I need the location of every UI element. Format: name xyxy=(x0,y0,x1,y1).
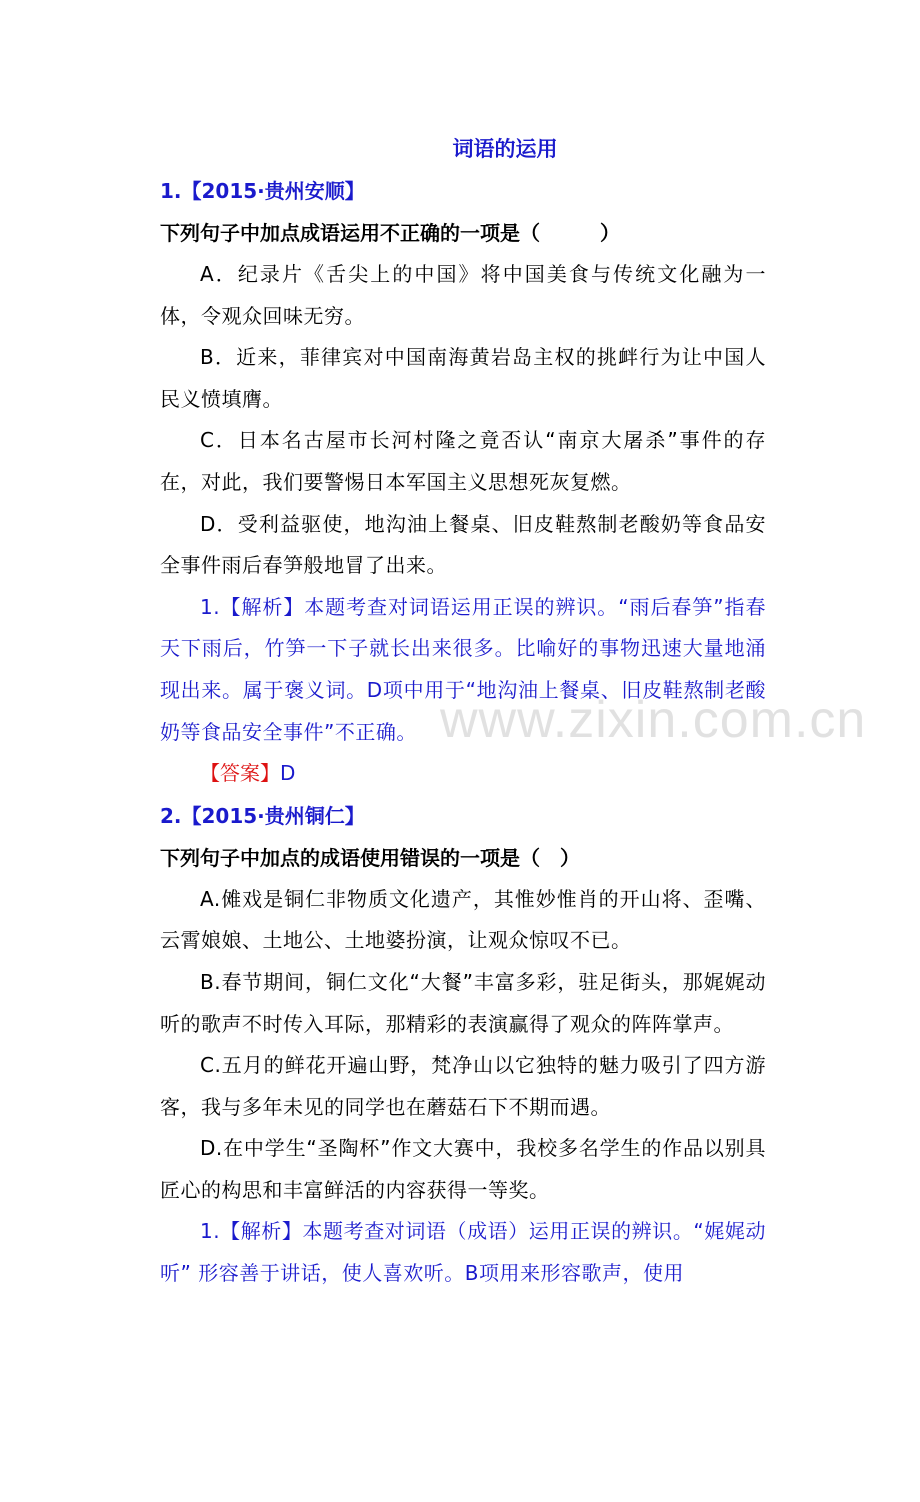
document-body xyxy=(160,128,766,1295)
watermark: www.zixin.com.cn xyxy=(440,691,867,749)
option-c: C．日本名古屋市长河村隆之竟否认“南京大屠杀”事件的存在，对此，我们要警惕日本军国主义思想死灰复燃。 xyxy=(160,428,766,494)
analysis: 1.【解析】本题考查对词语（成语）运用正误的辨识。“娓娓动听” 形容善于讲话，使人喜欢听。B项用来形容歌声，使用 xyxy=(160,1219,766,1286)
answer xyxy=(160,753,766,795)
answer-value: D xyxy=(280,761,296,786)
option-d: D．受利益驱使，地沟油上餐桌、旧皮鞋熬制老酸奶等食品安全事件雨后春笋般地冒了出来。 xyxy=(160,511,766,578)
option-d: D.在中学生“圣陶杯”作文大赛中，我校多名学生的作品以别具匠心的构思和丰富鲜活的内容获得一等奖。 xyxy=(160,1136,766,1202)
analysis: 1.【解析】本题考查对词语运用正误的辨识。“雨后春笋”指春天下雨后，竹笋一下子就长出来很多。比喻好的事物迅速大量地涌现出来。属于褒义词。D项中用于“地沟油上餐桌、旧皮鞋熬制老酸奶等食品安全事件”不正确。 xyxy=(160,594,766,744)
option-a: A．纪录片《舌尖上的中国》将中国美食与传统文化融为一体，令观众回味无穷。 xyxy=(160,262,766,328)
question-source: 2.【2015·贵州铜仁】 xyxy=(160,803,365,828)
page-title: 词语的运用 xyxy=(452,137,558,161)
option-c: C.五月的鲜花开遍山野，梵净山以它独特的魅力吸引了四方游客，我与多年未见的同学也在蘑菇石下不期而遇。 xyxy=(160,1053,766,1119)
question-stem: 下列句子中加点的成语使用错误的一项是（ ） xyxy=(160,845,580,870)
question-2 xyxy=(160,795,766,1295)
option-b: B．近来，菲律宾对中国南海黄岩岛主权的挑衅行为让中国人民义愤填膺。 xyxy=(160,345,766,411)
answer-tag: 【答案】 xyxy=(200,761,280,786)
option-a: A.傩戏是铜仁非物质文化遗产，其惟妙惟肖的开山将、歪嘴、云霄娘娘、土地公、土地婆扮演，让观众惊叹不已。 xyxy=(160,886,766,953)
option-b: B.春节期间，铜仁文化“大餐”丰富多彩，驻足街头，那娓娓动听的歌声不时传入耳际，那精彩的表演赢得了观众的阵阵掌声。 xyxy=(160,969,766,1036)
question-1 xyxy=(160,170,766,795)
question-stem: 下列句子中加点成语运用不正确的一项是（ ） xyxy=(160,221,620,245)
question-source: 1.【2015·贵州安顺】 xyxy=(160,179,365,203)
